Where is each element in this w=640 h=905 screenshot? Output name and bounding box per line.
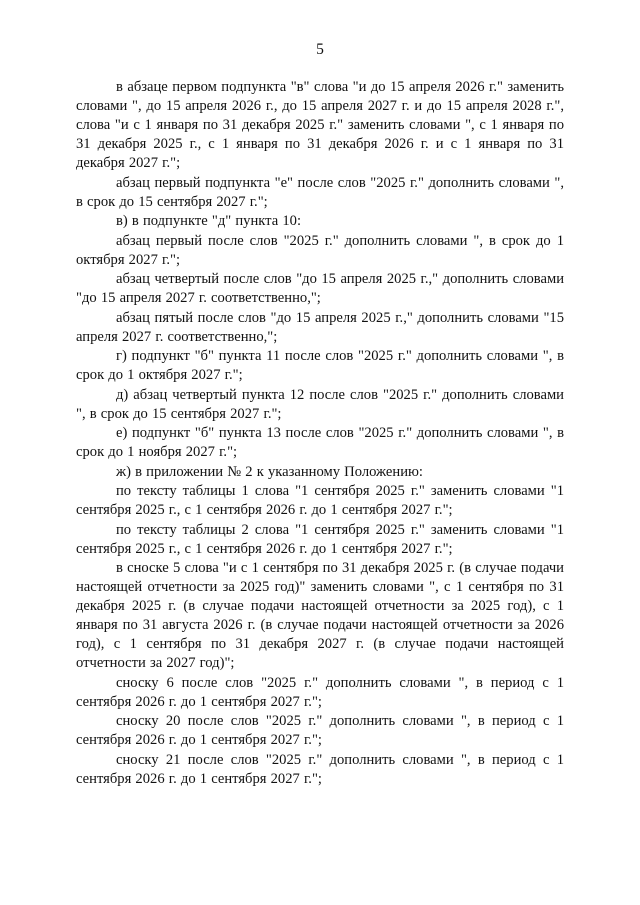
paragraph-footnote-21: сноску 21 после слов "2025 г." дополнить словами ", в период с 1 сентября 2026 г. до 1 сентября 2027 г.";	[76, 751, 564, 787]
document-body	[76, 78, 564, 789]
paragraph-fourth-abzac: абзац четвертый после слов "до 15 апреля 2025 г.," дополнить словами "до 15 апреля 2027 г. соответственно,";	[76, 271, 564, 306]
paragraph-footnote-6: сноску 6 после слов "2025 г." дополнить словами ", в период с 1 сентября 2026 г. до 1 сентября 2027 г.";	[76, 674, 564, 710]
page-number: 5	[316, 41, 324, 58]
paragraph-item-g: г) подпункт "б" пункта 11 после слов "2025 г." дополнить словами ", в срок до 1 октября 2027 г.";	[76, 348, 564, 383]
paragraph-item-d: д) абзац четвертый пункта 12 после слов "2025 г." дополнить словами ", в срок до 15 сентября 2027 г.";	[76, 386, 564, 422]
paragraph-amend-subpoint-e: абзац первый подпункта "е" после слов "2025 г." дополнить словами ", в срок до 15 сентября 2027 г.";	[76, 174, 564, 210]
paragraph-first-abzac: абзац первый после слов "2025 г." дополнить словами ", в срок до 1 октября 2027 г.";	[76, 232, 564, 268]
paragraph-table-1: по тексту таблицы 1 слова "1 сентября 2025 г." заменить словами "1 сентября 2025 г., с 1 сентября 2026 г. до 1 сентября 2027 г.";	[76, 483, 564, 518]
paragraph-item-e: е) подпункт "б" пункта 13 после слов "2025 г." дополнить словами ", в срок до 1 ноября 2027 г.";	[76, 425, 564, 460]
paragraph-amend-subpoint-v: в абзаце первом подпункта "в" слова "и до 15 апреля 2026 г." заменить словами ", до 15 апреля 2026 г., до 15 апреля 2027 г. и до 15 апреля 2028 г.", слова "и с 1 января по 31 декабря 2025 г." заменить словами ", с 1 января по 31 декабря 2025 г., с 1 января по 31 декабря 2026 г. и с 1 января по 31 декабря 2027 г.";	[76, 79, 564, 171]
paragraph-item-zh-heading: ж) в приложении № 2 к указанному Положению:	[116, 463, 423, 480]
paragraph-fifth-abzac: абзац пятый после слов "до 15 апреля 2025 г.," дополнить словами "15 апреля 2027 г. соответственно,";	[76, 309, 564, 345]
paragraph-footnote-5: в сноске 5 слова "и с 1 сентября по 31 декабря 2025 г. (в случае подачи настоящей отчетности за 2025 год)" заменить словами ", с 1 сентября по 31 декабря 2025 г. (в случае подачи настоящей отчетности за 2025 год), с 1 января по 31 августа 2026 г. (в случае подачи настоящей отчетности за 2026 год), с 1 сентября по 31 декабря 2027 г. (в случае подачи настоящей отчетности за 2027 год)";	[76, 560, 564, 671]
paragraph-item-v-heading: в) в подпункте "д" пункта 10:	[116, 213, 301, 229]
paragraph-footnote-20: сноску 20 после слов "2025 г." дополнить словами ", в период с 1 сентября 2026 г. до 1 сентября 2027 г.";	[76, 713, 564, 748]
paragraph-table-2: по тексту таблицы 2 слова "1 сентября 2025 г." заменить словами "1 сентября 2025 г., с 1 сентября 2026 г. до 1 сентября 2027 г.";	[76, 521, 564, 557]
